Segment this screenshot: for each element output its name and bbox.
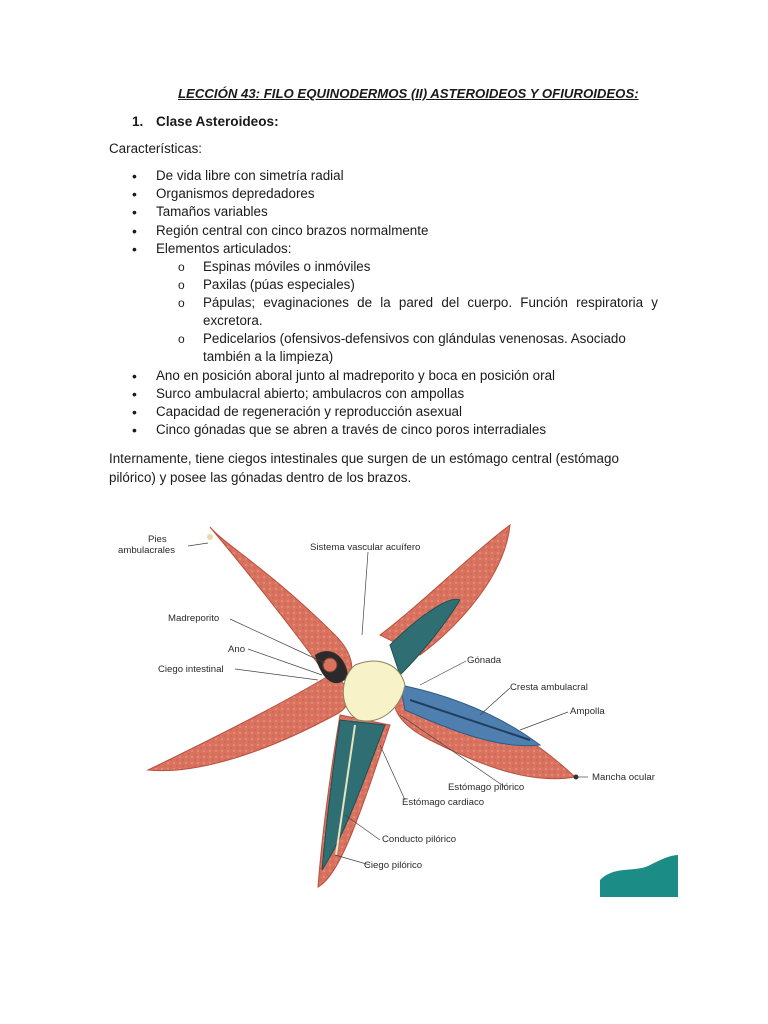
label-sistema-vascular: Sistema vascular acuífero xyxy=(310,542,421,553)
label-ampolla: Ampolla xyxy=(570,706,605,717)
list-item: • Organismos depredadores xyxy=(156,185,315,203)
section-number: 1. xyxy=(132,114,144,129)
sub-marker: o xyxy=(178,332,185,346)
label-ano: Ano xyxy=(228,644,246,655)
label-ciego-pilorico: Ciego pilórico xyxy=(364,860,423,871)
label-cresta-ambulacral: Cresta ambulacral xyxy=(510,682,588,693)
label-gonada: Gónada xyxy=(467,655,502,666)
characteristics-label: Características: xyxy=(109,141,203,156)
sub-marker: o xyxy=(178,278,185,292)
label-estomago-cardiaco: Estómago cardiaco xyxy=(402,797,485,808)
list-item: • Ano en posición aboral junto al madreporito y boca en posición oral xyxy=(156,367,555,385)
sub-item-text: Pápulas; evaginaciones de la pared del cuerpo. Función respiratoria y excretora. xyxy=(203,295,658,328)
tube-feet-tip xyxy=(207,534,213,540)
starfish-anatomy-figure xyxy=(100,515,690,900)
corner-decoration xyxy=(600,855,678,897)
sub-marker: o xyxy=(178,296,185,310)
sub-list-item xyxy=(178,294,658,330)
label-pies-ambulacrales-1: Pies xyxy=(148,534,167,545)
arm-left xyxy=(148,675,349,771)
body-paragraph: Internamente, tiene ciegos intestinales que surgen de un estómago central (estómago pilórico) y posee las gónadas dentro de los brazos. xyxy=(109,451,619,485)
sub-item-text: Espinas móviles o inmóviles xyxy=(203,259,371,274)
label-madreporito: Madreporito xyxy=(168,613,220,624)
list-item: • Capacidad de regeneración y reproducción asexual xyxy=(156,403,462,421)
sub-item-text: Paxilas (púas especiales) xyxy=(203,277,355,292)
list-item: • Cinco gónadas que se abren a través de cinco poros interradiales xyxy=(156,421,546,439)
label-estomago-pilorico: Estómago pilórico xyxy=(448,782,525,793)
list-item: • Elementos articulados: xyxy=(156,240,291,258)
sub-item-text: Pedicelarios (ofensivos-defensivos con glándulas venenosas. Asociado también a la limpieza) xyxy=(203,331,626,364)
list-item: • Surco ambulacral abierto; ambulacros con ampollas xyxy=(156,385,464,403)
lesson-title: LECCIÓN 43: FILO EQUINODERMOS (II) ASTEROIDEOS Y OFIUROIDEOS: xyxy=(178,86,639,101)
central-stomach xyxy=(343,661,405,721)
section-heading xyxy=(132,114,279,129)
pyloric-caecum-lower xyxy=(322,720,385,870)
list-item: • De vida libre con simetría radial xyxy=(156,167,344,185)
sub-list-item xyxy=(178,330,658,366)
sub-marker: o xyxy=(178,260,185,274)
label-conducto-pilorico: Conducto pilórico xyxy=(382,834,457,845)
list-item: • Región central con cinco brazos normalmente xyxy=(156,222,428,240)
label-mancha-ocular: Mancha ocular xyxy=(592,772,655,783)
section-title: Clase Asteroideos: xyxy=(156,114,279,129)
label-ciego-intestinal: Ciego intestinal xyxy=(158,664,224,675)
sub-list-item xyxy=(178,258,658,276)
list-item: • Tamaños variables xyxy=(156,203,268,221)
sub-list-item xyxy=(178,276,658,294)
label-pies-ambulacrales-2: ambulacrales xyxy=(118,545,176,556)
madreporite xyxy=(323,658,337,672)
